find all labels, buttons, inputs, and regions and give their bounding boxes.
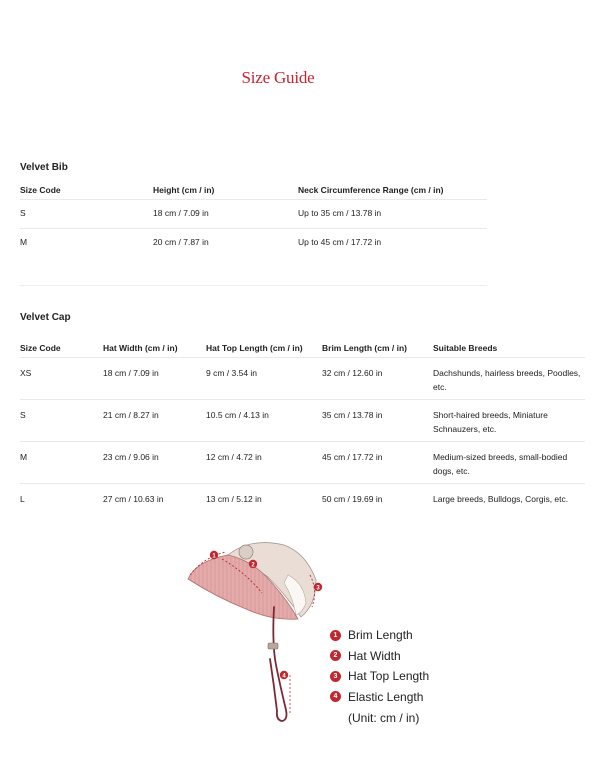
- bib-cell-neck: Up to 35 cm / 13.78 in: [298, 199, 487, 228]
- marker-4-icon: [280, 671, 288, 680]
- cap-cell-size: XS: [20, 357, 103, 399]
- cap-cell-hat-width: 23 cm / 9.06 in: [103, 441, 206, 483]
- cap-diagram-image: [176, 535, 326, 725]
- bib-cell-size: M: [20, 228, 153, 257]
- cap-cell-brim: 35 cm / 13.78 in: [322, 399, 433, 441]
- legend-item-hat-width: [330, 646, 429, 667]
- table-row: [20, 199, 487, 228]
- legend-item-elastic-length: [330, 687, 429, 708]
- table-row: [20, 228, 487, 257]
- table-row: [20, 357, 585, 399]
- bib-section-title: Velvet Bib: [20, 162, 68, 173]
- cap-cell-hat-top: 9 cm / 3.54 in: [206, 357, 322, 399]
- bib-header-size-code: Size Code: [20, 184, 61, 195]
- cap-cell-breeds: Dachshunds, hairless breeds, Poodles, etc.: [433, 357, 585, 399]
- table-row: [20, 483, 585, 525]
- legend-label: Elastic Length: [348, 689, 424, 704]
- cap-header-row: [20, 333, 585, 357]
- cap-cell-brim: 50 cm / 19.69 in: [322, 483, 433, 525]
- unit-note: (Unit: cm / in): [348, 711, 420, 725]
- legend-item-hat-top-length: [330, 666, 429, 687]
- bib-cell-height: 18 cm / 7.09 in: [153, 199, 298, 228]
- number-3-icon: 3: [330, 671, 341, 682]
- cap-cell-breeds: Large breeds, Bulldogs, Corgis, etc.: [433, 483, 585, 525]
- cap-cell-brim: 32 cm / 12.60 in: [322, 357, 433, 399]
- cap-cell-size: S: [20, 399, 103, 441]
- legend-label: Hat Top Length: [348, 669, 430, 684]
- number-2-icon: 2: [330, 650, 341, 661]
- bib-cell-size: S: [20, 199, 153, 228]
- cap-cell-hat-width: 18 cm / 7.09 in: [103, 357, 206, 399]
- page-title: Size Guide: [241, 68, 315, 87]
- cap-header-suitable-breeds: Suitable Breeds: [433, 342, 498, 353]
- number-1-icon: 1: [330, 630, 341, 641]
- cap-section-title: Velvet Cap: [20, 312, 71, 323]
- cap-cell-brim: 45 cm / 17.72 in: [322, 441, 433, 483]
- bib-header-row: [20, 183, 487, 199]
- cap-header-size-code: Size Code: [20, 342, 61, 353]
- cap-cell-hat-top: 12 cm / 4.72 in: [206, 441, 322, 483]
- number-4-icon: 4: [330, 691, 341, 702]
- cap-cell-breeds: Medium-sized breeds, small-bodied dogs, etc.: [433, 441, 585, 483]
- svg-text:3: 3: [316, 585, 320, 592]
- svg-text:4: 4: [282, 673, 286, 680]
- bib-cell-neck: Up to 45 cm / 17.72 in: [298, 228, 487, 257]
- bib-cell-height: 20 cm / 7.87 in: [153, 228, 298, 257]
- legend-label: Hat Width: [348, 648, 401, 663]
- legend-item-brim-length: [330, 625, 429, 646]
- cap-size-table: [20, 333, 585, 525]
- legend-label: Brim Length: [348, 628, 413, 643]
- cap-cell-size: L: [20, 483, 103, 525]
- divider: [20, 285, 487, 286]
- table-row: [20, 399, 585, 441]
- bib-header-neck-range: Neck Circumference Range (cm / in): [298, 184, 444, 195]
- svg-text:1: 1: [212, 553, 216, 560]
- cap-header-hat-top-length: Hat Top Length (cm / in): [206, 342, 303, 353]
- svg-text:2: 2: [251, 562, 255, 569]
- cap-cell-hat-width: 27 cm / 10.63 in: [103, 483, 206, 525]
- table-row: [20, 441, 585, 483]
- cap-cell-size: M: [20, 441, 103, 483]
- cap-cell-hat-top: 13 cm / 5.12 in: [206, 483, 322, 525]
- cap-header-brim-length: Brim Length (cm / in): [322, 342, 407, 353]
- cap-cell-hat-top: 10.5 cm / 4.13 in: [206, 399, 322, 441]
- cap-header-hat-width: Hat Width (cm / in): [103, 342, 178, 353]
- measurement-legend: [330, 625, 429, 707]
- cap-cell-breeds: Short-haired breeds, Miniature Schnauzers, etc.: [433, 399, 585, 441]
- bib-header-height: Height (cm / in): [153, 184, 215, 195]
- bib-size-table: [20, 183, 487, 257]
- cap-cell-hat-width: 21 cm / 8.27 in: [103, 399, 206, 441]
